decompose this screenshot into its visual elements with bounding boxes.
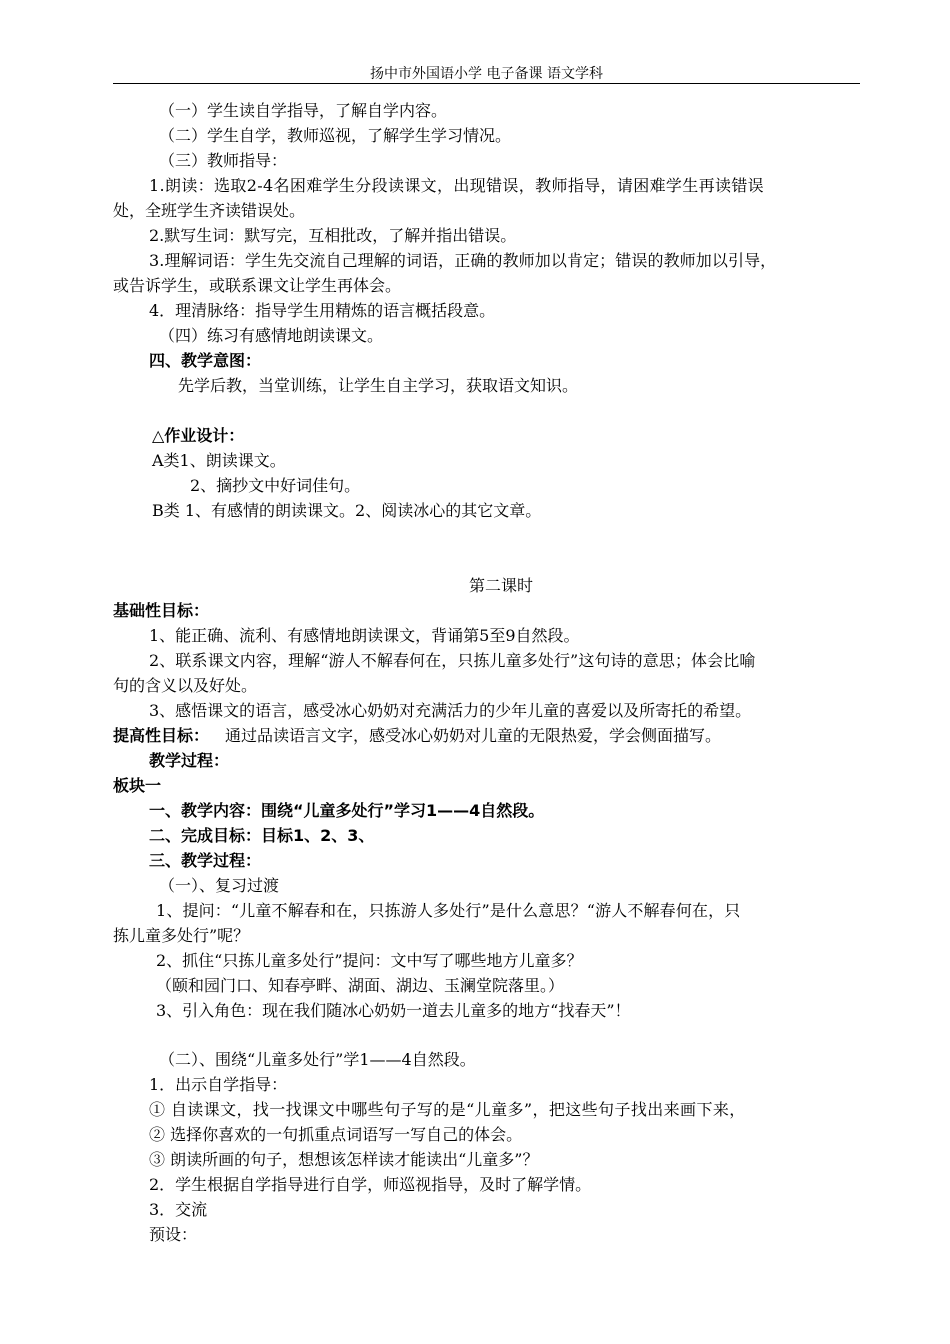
text-line: 通过品读语言文字，感受冰心奶奶对儿童的无限热爱，学会侧面描写。 <box>225 726 722 745</box>
text-line: ① 自读课文，找一找课文中哪些句子写的是“儿童多”，把这些句子找出来画下来， <box>149 1100 746 1119</box>
homework-heading: △作业设计： <box>152 426 245 445</box>
section-heading: 基础性目标： <box>113 601 210 620</box>
text-line: ② 选择你喜欢的一句抓重点词语写一写自己的体会。 <box>149 1125 523 1144</box>
text-line: 2．学生根据自学指导进行自学，师巡视指导，及时了解学情。 <box>149 1175 592 1194</box>
section-heading: 板块一 <box>113 776 162 795</box>
text-line: 1、提问：“儿童不解春和在，只拣游人多处行”是什么意思？“游人不解春何在，只 <box>156 901 741 920</box>
text-line: 1、能正确、流利、有感情地朗读课文，背诵第5至9自然段。 <box>149 626 580 645</box>
text-line: （一）、复习过渡 <box>159 876 280 895</box>
text-line: （四）练习有感情地朗读课文。 <box>159 326 384 345</box>
text-line: B类 1、有感情的朗读课文。2、阅读冰心的其它文章。 <box>152 501 542 520</box>
page-header: 扬中市外国语小学 电子备课 语文学科 <box>370 66 603 82</box>
text-line: 3、引入角色：现在我们随冰心奶奶一道去儿童多的地方“找春天”！ <box>156 1001 631 1020</box>
text-line: ③ 朗读所画的句子，想想该怎样读才能读出“儿童多”？ <box>149 1150 539 1169</box>
text-line: A类1、朗读课文。 <box>152 451 286 470</box>
section-heading: 一、教学内容：围绕“儿童多处行”学习1——4自然段。 <box>149 801 545 820</box>
section-heading: 二、完成目标：目标1、2、3、 <box>149 826 375 845</box>
text-line: 2.默写生词：默写完，互相批改，了解并指出错误。 <box>149 226 517 245</box>
text-line: 1．出示自学指导： <box>149 1075 288 1094</box>
text-line: （颐和园门口、知春亭畔、湖面、湖边、玉澜堂院落里。） <box>156 976 565 995</box>
text-line: 处，全班学生齐读错误处。 <box>113 201 306 220</box>
text-line: 预设： <box>149 1225 198 1244</box>
text-line: 2、抓住“只拣儿童多处行”提问：文中写了哪些地方儿童多？ <box>156 951 583 970</box>
text-line: 1.朗读：选取2-4名困难学生分段读课文，出现错误，教师指导，请困难学生再读错误 <box>149 176 765 195</box>
text-line: 句的含义以及好处。 <box>113 676 258 695</box>
text-line: （三）教师指导： <box>159 151 288 170</box>
section-heading: 提高性目标： <box>113 726 210 745</box>
text-line: 4．理清脉络：指导学生用精炼的语言概括段意。 <box>149 301 496 320</box>
header-rule <box>113 83 860 84</box>
text-line: 3、感悟课文的语言，感受冰心奶奶对充满活力的少年儿童的喜爱以及所寄托的希望。 <box>149 701 752 720</box>
text-line: （二）学生自学，教师巡视，了解学生学习情况。 <box>159 126 512 145</box>
text-line: 拣儿童多处行”呢？ <box>113 926 250 945</box>
text-line: 2、联系课文内容，理解“游人不解春何在，只拣儿童多处行”这句诗的意思；体会比喻 <box>149 651 756 670</box>
section-heading: 教学过程： <box>149 751 230 770</box>
lesson-title: 第二课时 <box>469 576 534 595</box>
section-heading: 四、教学意图： <box>149 351 262 370</box>
text-line: 3.理解词语：学生先交流自己理解的词语，正确的教师加以肯定；错误的教师加以引导， <box>149 251 777 270</box>
text-line: 或告诉学生，或联系课文让学生再体会。 <box>113 276 402 295</box>
text-line: 先学后教，当堂训练，让学生自主学习，获取语文知识。 <box>178 376 579 395</box>
section-heading: 三、教学过程： <box>149 851 262 870</box>
text-line: （二）、围绕“儿童多处行”学1——4自然段。 <box>159 1050 476 1069</box>
text-line: 3．交流 <box>149 1200 208 1219</box>
text-line: （一）学生读自学指导，了解自学内容。 <box>159 101 448 120</box>
text-line: 2、摘抄文中好词佳句。 <box>190 476 361 495</box>
